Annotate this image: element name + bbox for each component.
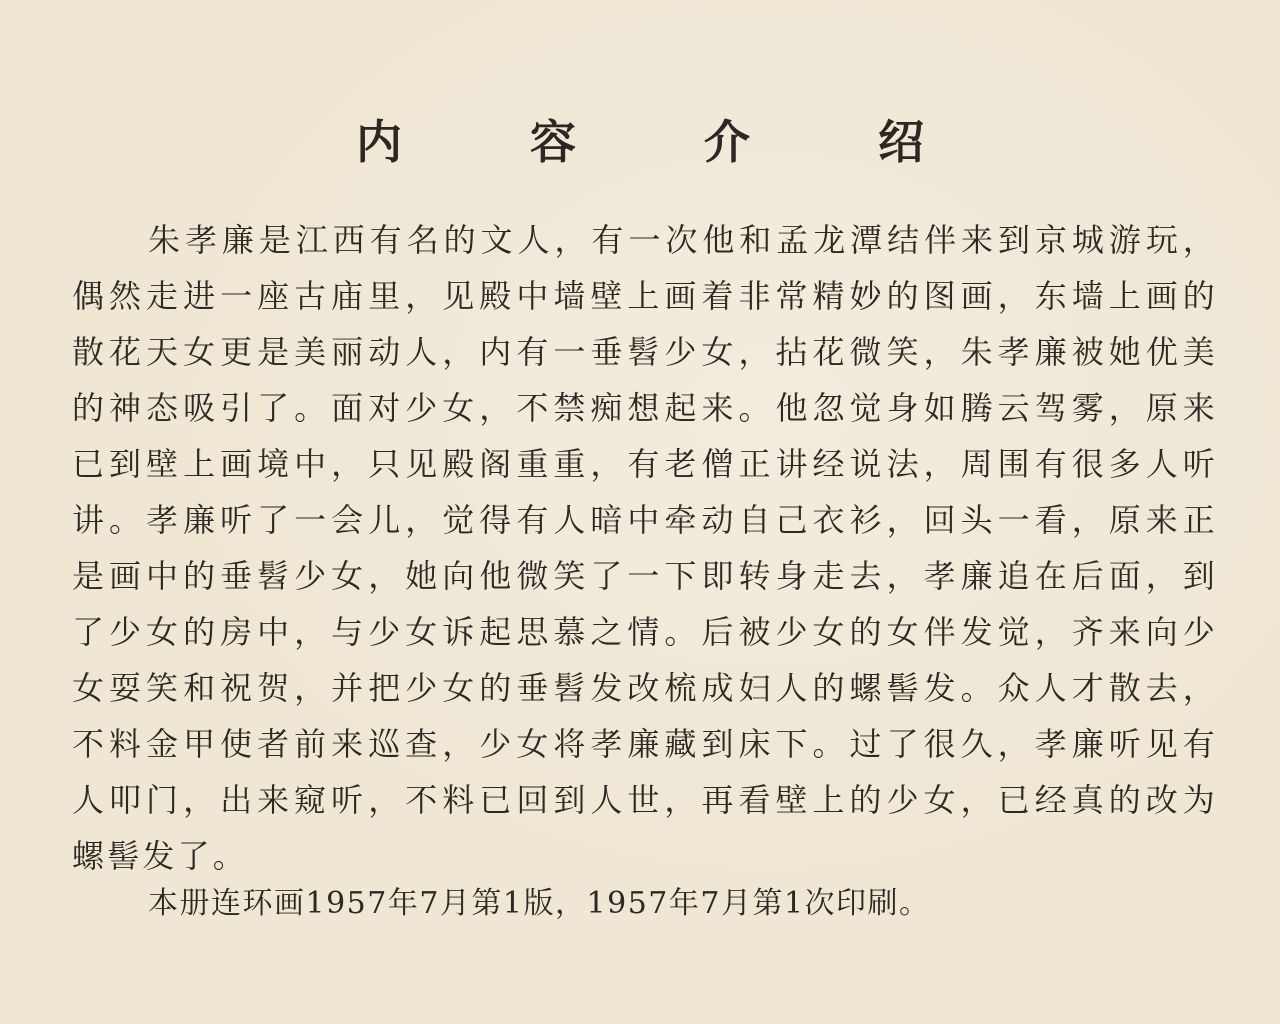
- paragraph-line: 朱孝廉是江西有名的文人，有一次他和孟龙潭结伴来到京城游玩，: [148, 221, 1218, 259]
- publication-note: 本册连环画1957年7月第1版，1957年7月第1次印刷。: [148, 886, 931, 921]
- paragraph-line: 偶然走进一座古庙里，见殿中墙壁上画着非常精妙的图画，东墙上画的: [72, 277, 1218, 315]
- synopsis-paragraph: [72, 212, 1218, 884]
- paragraph-line: 人叩门，出来窥听，不料已回到人世，再看壁上的少女，已经真的改为: [72, 781, 1218, 819]
- paragraph-line: 了少女的房中，与少女诉起思慕之情。后被少女的女伴发觉，齐来向少: [72, 613, 1218, 651]
- page-title: 内 容 介 绍: [355, 115, 981, 169]
- paragraph-line: 不料金甲使者前来巡查，少女将孝廉藏到床下。过了很久，孝廉听见有: [72, 725, 1218, 763]
- paragraph-line: 已到壁上画境中，只见殿阁重重，有老僧正讲经说法，周围有很多人听: [72, 445, 1218, 483]
- paragraph-line: 是画中的垂髫少女，她向他微笑了一下即转身走去，孝廉追在后面，到: [72, 557, 1218, 595]
- paragraph-line: 女耍笑和祝贺，并把少女的垂髫发改梳成妇人的螺髻发。众人才散去，: [72, 669, 1218, 707]
- paragraph-line: 螺髻发了。: [72, 837, 249, 875]
- paragraph-line: 讲。孝廉听了一会儿，觉得有人暗中牵动自己衣衫，回头一看，原来正: [72, 501, 1218, 539]
- paragraph-line: 散花天女更是美丽动人，内有一垂髫少女，拈花微笑，朱孝廉被她优美: [72, 333, 1218, 371]
- paragraph-line: 的神态吸引了。面对少女，不禁痴想起来。他忽觉身如腾云驾雾，原来: [72, 389, 1218, 427]
